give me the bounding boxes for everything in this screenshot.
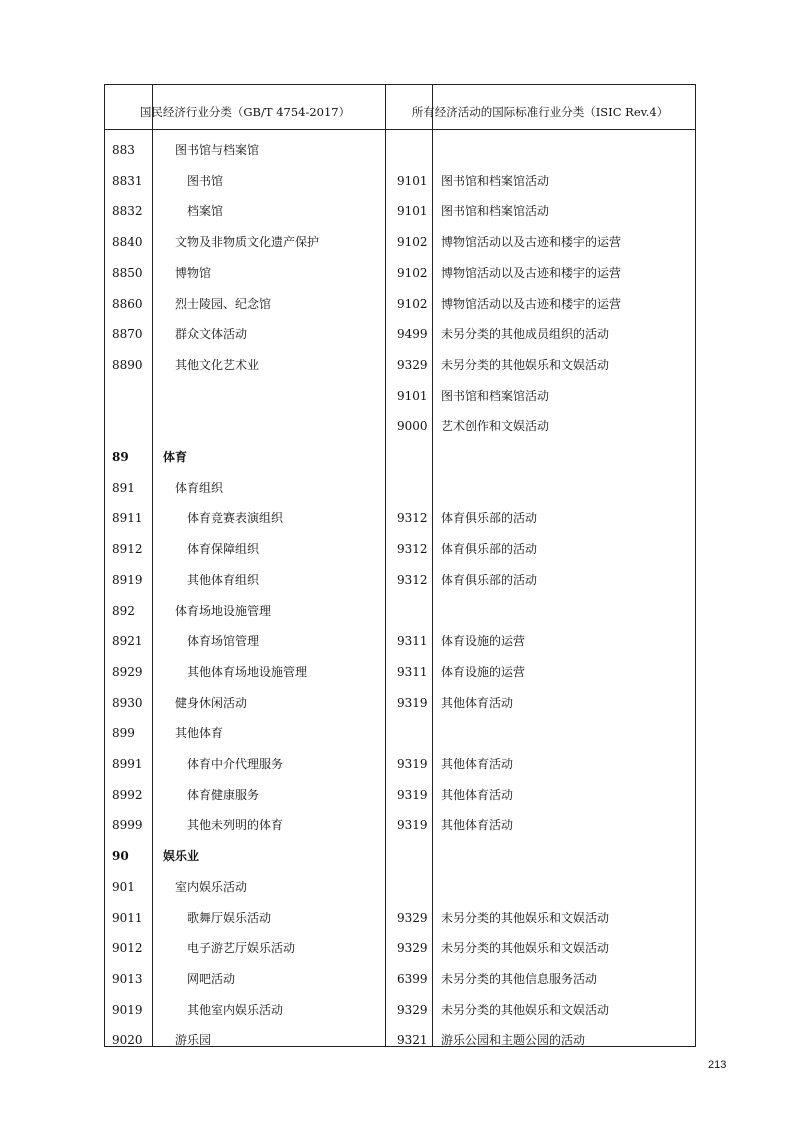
gbt-code: 8860 [112,296,143,311]
isic-category-name: 博物馆活动以及古迹和楼宇的运营 [441,235,622,250]
isic-category-name: 体育设施的运营 [441,634,526,649]
gbt-code: 892 [112,603,135,618]
gbt-code: 899 [112,726,135,741]
gbt-category-name: 体育场地设施管理 [175,603,272,618]
header-isic: 所有经济活动的国际标准行业分类（ISIC Rev.4） [411,105,669,119]
gbt-category-name: 电子游艺厅娱乐活动 [187,941,296,956]
isic-category-name: 未另分类的其他成员组织的活动 [441,327,610,342]
isic-code: 9312 [397,542,428,557]
isic-code: 9319 [397,757,428,771]
table-row [105,503,695,534]
isic-code: 9101 [397,388,428,403]
gbt-code: 9013 [112,971,143,986]
isic-code: 6399 [397,971,428,986]
isic-code: 9101 [397,173,428,188]
gbt-category-name: 网吧活动 [187,971,236,986]
isic-code: 9321 [397,1033,428,1048]
table-row [105,289,695,320]
isic-code: 9499 [397,327,428,342]
header-gbt: 国民经济行业分类（GB/T 4754-2017） [139,105,351,119]
isic-category-name: 体育俱乐部的活动 [441,542,538,557]
gbt-code: 8850 [112,265,143,280]
isic-category-name: 艺术创作和文娱活动 [441,419,550,434]
gbt-code: 891 [112,480,135,495]
gbt-code: 90 [112,849,129,864]
gbt-category-name: 其他体育场地设施管理 [187,664,308,679]
gbt-category-name: 图书馆 [187,173,224,188]
table-row [105,135,695,166]
isic-category-name: 其他体育活动 [441,695,514,710]
isic-code: 9000 [397,419,428,434]
isic-category-name: 未另分类的其他娱乐和文娱活动 [441,357,610,372]
gbt-category-name: 体育保障组织 [187,542,260,557]
isic-category-name: 图书馆和档案馆活动 [441,388,550,403]
gbt-category-name: 其他文化艺术业 [175,357,260,372]
isic-category-name: 图书馆和档案馆活动 [441,173,550,188]
gbt-category-name: 体育竞赛表演组织 [187,511,284,526]
table-row [105,626,695,657]
table-row [105,903,695,934]
table-row [105,381,695,412]
table-row [105,473,695,504]
table-row [105,718,695,749]
gbt-code: 9019 [112,1002,143,1017]
isic-category-name: 游乐公园和主题公园的活动 [441,1033,586,1048]
isic-category-name: 其他体育活动 [441,818,514,833]
table-row [105,995,695,1026]
table-row [105,596,695,627]
table-row [105,258,695,289]
gbt-code: 8919 [112,572,143,587]
gbt-category-name: 娱乐业 [163,849,200,864]
gbt-category-name: 博物馆 [175,265,212,280]
isic-category-name: 其他体育活动 [441,757,514,771]
table-row [105,933,695,964]
classification-table [104,84,696,1047]
gbt-category-name: 其他未列明的体育 [187,818,284,833]
isic-code: 9319 [397,818,428,833]
isic-category-name: 博物馆活动以及古迹和楼宇的运营 [441,265,622,280]
gbt-code: 9012 [112,941,143,956]
gbt-category-name: 室内娱乐活动 [175,879,248,894]
isic-category-name: 体育设施的运营 [441,664,526,679]
gbt-code: 883 [112,143,135,157]
table-row [105,1025,695,1056]
table-row [105,872,695,903]
gbt-code: 8929 [112,664,143,679]
table-row [105,657,695,688]
gbt-code: 8890 [112,357,143,372]
gbt-category-name: 图书馆与档案馆 [175,143,260,157]
gbt-category-name: 其他室内娱乐活动 [187,1002,284,1017]
isic-code: 9311 [397,664,428,679]
gbt-code: 8870 [112,327,143,342]
gbt-code: 8912 [112,542,143,557]
isic-code: 9329 [397,1002,428,1017]
table-row [105,350,695,381]
gbt-code: 89 [112,450,129,464]
isic-category-name: 未另分类的其他信息服务活动 [441,971,598,986]
gbt-category-name: 健身休闲活动 [175,695,248,710]
isic-category-name: 未另分类的其他娱乐和文娱活动 [441,1002,610,1017]
table-row [105,780,695,811]
gbt-code: 8921 [112,634,143,649]
isic-code: 9329 [397,941,428,956]
gbt-category-name: 体育场馆管理 [187,634,260,649]
gbt-category-name: 体育中介代理服务 [187,757,284,771]
table-row [105,196,695,227]
table-row [105,227,695,258]
page-number: 213 [708,1059,727,1071]
gbt-category-name: 其他体育 [175,726,224,741]
isic-code: 9102 [397,296,428,311]
isic-code: 9312 [397,511,428,526]
gbt-category-name: 游乐园 [175,1033,212,1048]
gbt-category-name: 体育 [163,450,188,464]
table-row [105,565,695,596]
isic-category-name: 体育俱乐部的活动 [441,511,538,526]
gbt-category-name: 歌舞厅娱乐活动 [187,910,272,925]
isic-code: 9319 [397,695,428,710]
table-row [105,534,695,565]
table-row [105,688,695,719]
isic-category-name: 图书馆和档案馆活动 [441,204,550,219]
isic-code: 9329 [397,910,428,925]
table-row [105,319,695,350]
gbt-code: 8911 [112,511,143,526]
isic-code: 9311 [397,634,428,649]
gbt-code: 8930 [112,695,143,710]
gbt-code: 9020 [112,1033,143,1048]
gbt-code: 901 [112,879,135,894]
gbt-category-name: 体育健康服务 [187,787,260,802]
isic-code: 9102 [397,235,428,250]
table-row [105,841,695,872]
gbt-code: 8840 [112,235,143,250]
table-row [105,810,695,841]
table-row [105,964,695,995]
gbt-category-name: 其他体育组织 [187,572,260,587]
gbt-code: 9011 [112,910,143,925]
gbt-category-name: 群众文体活动 [175,327,248,342]
header-divider [105,129,695,130]
isic-code: 9312 [397,572,428,587]
table-row [105,166,695,197]
gbt-code: 8831 [112,173,143,188]
gbt-code: 8832 [112,204,143,219]
table-row [105,749,695,780]
isic-code: 9329 [397,357,428,372]
gbt-code: 8992 [112,787,143,802]
isic-category-name: 其他体育活动 [441,787,514,802]
isic-category-name: 博物馆活动以及古迹和楼宇的运营 [441,296,622,311]
isic-category-name: 未另分类的其他娱乐和文娱活动 [441,941,610,956]
gbt-category-name: 档案馆 [187,204,224,219]
gbt-category-name: 烈士陵园、纪念馆 [175,296,272,311]
isic-category-name: 未另分类的其他娱乐和文娱活动 [441,910,610,925]
isic-code: 9101 [397,204,428,219]
isic-code: 9102 [397,265,428,280]
isic-code: 9319 [397,787,428,802]
gbt-category-name: 体育组织 [175,480,224,495]
gbt-code: 8991 [112,757,143,771]
gbt-category-name: 文物及非物质文化遗产保护 [175,235,320,250]
isic-category-name: 体育俱乐部的活动 [441,572,538,587]
table-row [105,442,695,473]
table-row [105,411,695,442]
gbt-code: 8999 [112,818,143,833]
